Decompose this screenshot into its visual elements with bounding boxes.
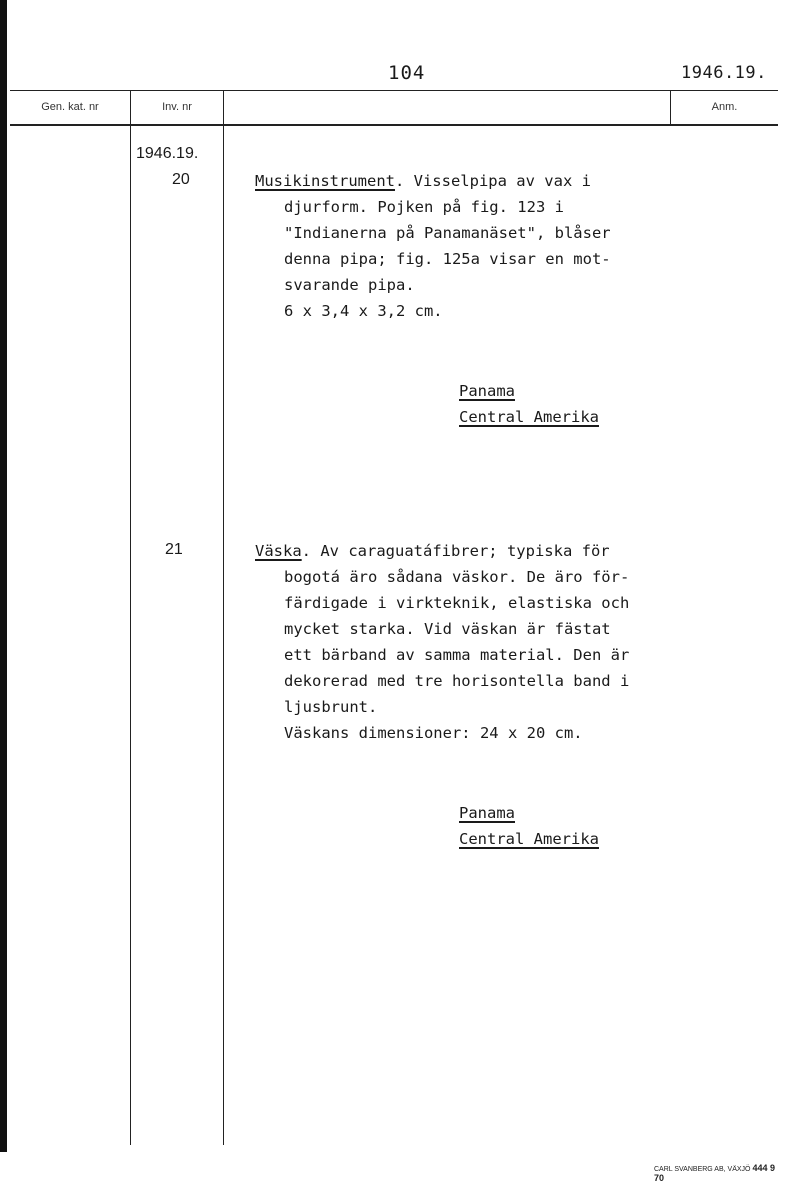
column-header-inv: Inv. nr xyxy=(162,101,192,113)
entry-description-line: "Indianerna på Panamanäset", blåser xyxy=(284,224,611,242)
entry-description-line: mycket starka. Vid väskan är fästat xyxy=(284,620,611,638)
page-number: 104 xyxy=(388,62,426,84)
entry-description-line: färdigade i virkteknik, elastiska och xyxy=(284,594,630,612)
entry-description-line: Musikinstrument. Visselpipa av vax i xyxy=(255,172,591,190)
entry-description-line: Väska. Av caraguatáfibrer; typiska för xyxy=(255,542,610,560)
entry-location-country: Panama xyxy=(459,804,515,822)
entry-description-line: djurform. Pojken på fig. 123 i xyxy=(284,198,564,216)
entry-description-line: ljusbrunt. xyxy=(284,698,378,716)
entry-title: Väska xyxy=(255,542,302,560)
column-divider-inv-text xyxy=(223,90,224,1145)
entry-series-number: 1946.19. xyxy=(136,145,199,162)
entry-location-country: Panama xyxy=(459,382,515,400)
header-bottom-rule xyxy=(10,124,778,126)
header-top-rule xyxy=(10,90,778,91)
page-edge-bar xyxy=(0,0,7,1152)
entry-location-region: Central Amerika xyxy=(459,408,599,426)
entry-location-region: Central Amerika xyxy=(459,830,599,848)
entry-title: Musikinstrument xyxy=(255,172,395,190)
entry-inv-number: 20 xyxy=(172,171,190,188)
entry-description-line: denna pipa; fig. 125a visar en mot- xyxy=(284,250,611,268)
catalog-number: 1946.19. xyxy=(681,63,767,83)
column-header-gen-kat: Gen. kat. nr xyxy=(41,101,99,113)
entry-description-line: bogotá äro sådana väskor. De äro för- xyxy=(284,568,630,586)
column-header-anm: Anm. xyxy=(711,101,738,113)
entry-dimensions: Väskans dimensioner: 24 x 20 cm. xyxy=(284,724,583,742)
entry-dimensions: 6 x 3,4 x 3,2 cm. xyxy=(284,302,443,320)
entry-description-line: ett bärband av samma material. Den är xyxy=(284,646,630,664)
column-divider-gen-inv xyxy=(130,90,131,1145)
entry-description-line: svarande pipa. xyxy=(284,276,415,294)
printer-imprint: CARL SVANBERG AB, VÄXJÖ 444 9 70 xyxy=(654,1163,775,1183)
entry-inv-number: 21 xyxy=(165,541,183,558)
entry-description-line: dekorerad med tre horisontella band i xyxy=(284,672,630,690)
